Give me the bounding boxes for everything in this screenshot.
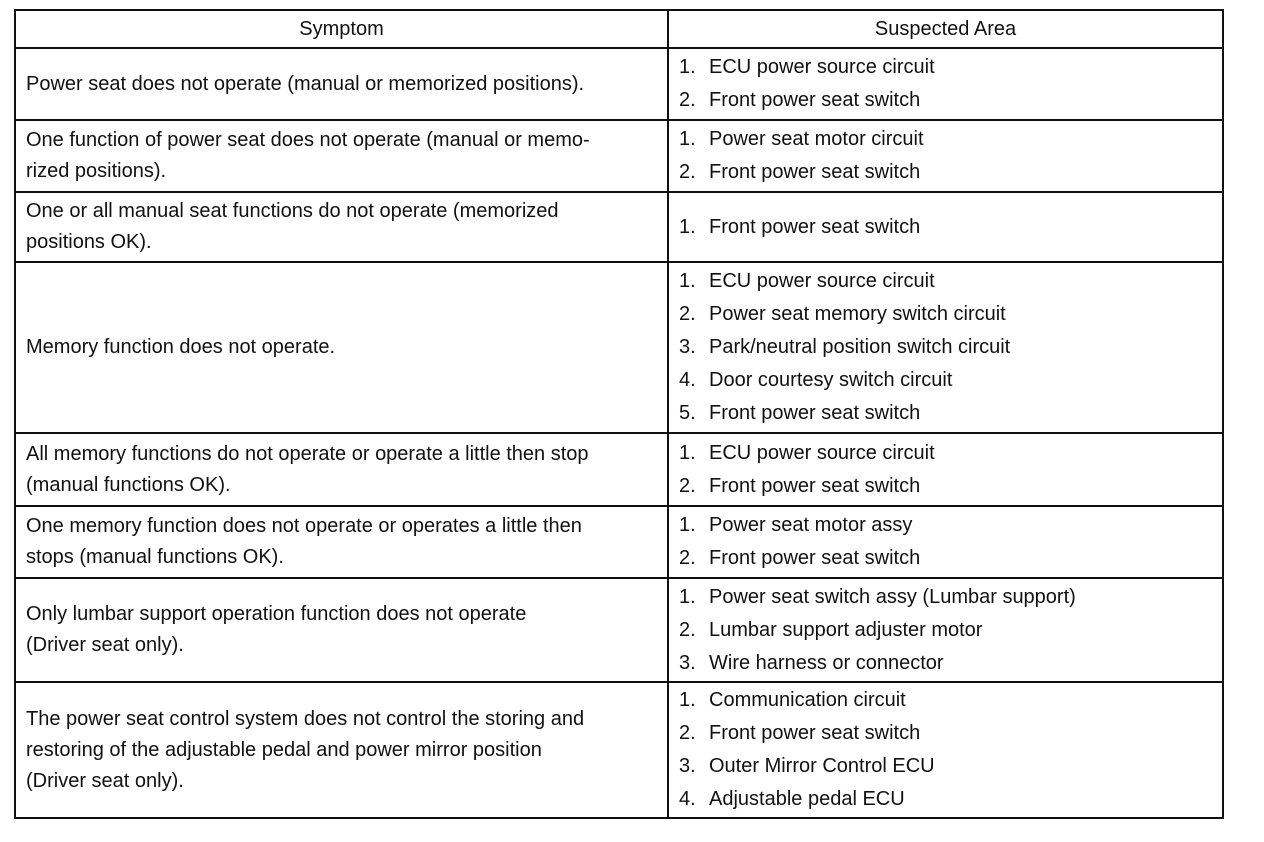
symptom-line: All memory functions do not operate or operate a little then stop	[26, 442, 589, 465]
table-row	[15, 48, 1223, 120]
symptom-text: Memory function does not operate.	[26, 336, 336, 358]
symptom-line: rized positions).	[26, 160, 167, 182]
list-item-text: Front power seat switch	[709, 402, 921, 424]
suspected-area-cell	[668, 578, 1223, 682]
list-item	[679, 331, 1212, 364]
list-item-number: 4.	[679, 788, 696, 810]
list-item-number: 1.	[679, 270, 696, 292]
symptom-cell	[15, 433, 668, 506]
list-item-number: 3.	[679, 755, 696, 777]
list-item-number: 1.	[679, 514, 696, 536]
suspected-area-cell	[668, 506, 1223, 578]
list-item-text: Door courtesy switch circuit	[709, 369, 953, 391]
list-item	[679, 470, 1212, 503]
header-suspected-area: Suspected Area	[668, 10, 1223, 48]
table-body	[15, 48, 1223, 818]
table-row	[15, 578, 1223, 682]
suspected-area-list	[679, 509, 1212, 575]
list-item-text: Wire harness or connector	[709, 651, 944, 674]
suspected-area-list	[679, 51, 1212, 117]
list-item-number: 2.	[679, 161, 696, 183]
suspected-area-list	[679, 684, 1212, 816]
symptom-line: One or all manual seat functions do not operate (memorized	[26, 200, 559, 222]
list-item-number: 4.	[679, 369, 696, 391]
suspected-area-list	[679, 265, 1212, 430]
symptom-cell	[15, 506, 668, 578]
list-item-number: 3.	[679, 336, 696, 358]
list-item-text: Front power seat switch	[709, 215, 921, 238]
list-item	[679, 717, 1212, 750]
list-item	[679, 783, 1212, 816]
list-item	[679, 614, 1212, 647]
list-item	[679, 51, 1212, 84]
symptom-line: (Driver seat only).	[26, 634, 184, 656]
list-item-text: Front power seat switch	[709, 161, 921, 183]
list-item	[679, 211, 1212, 244]
list-item	[679, 123, 1212, 156]
list-item	[679, 647, 1212, 680]
list-item-text: Adjustable pedal ECU	[709, 788, 905, 810]
symptom-line: positions OK).	[26, 231, 152, 253]
list-item-text: Park/neutral position switch circuit	[709, 336, 1011, 358]
list-item	[679, 509, 1212, 542]
list-item-number: 1.	[679, 585, 696, 608]
symptom-cell	[15, 192, 668, 262]
suspected-area-cell	[668, 433, 1223, 506]
symptom-cell	[15, 120, 668, 192]
table-row	[15, 506, 1223, 578]
symptom-cell	[15, 262, 668, 433]
suspected-area-list	[679, 581, 1212, 680]
symptom-line: The power seat control system does not control the storing and	[26, 707, 585, 730]
suspected-area-cell	[668, 48, 1223, 120]
list-item-text: ECU power source circuit	[709, 270, 935, 292]
symptom-cell	[15, 578, 668, 682]
list-item-text: ECU power source circuit	[709, 56, 935, 78]
table-header-row	[15, 10, 1223, 48]
list-item-number: 1.	[679, 441, 696, 464]
table-row	[15, 120, 1223, 192]
list-item-number: 1.	[679, 689, 696, 711]
suspected-area-cell	[668, 120, 1223, 192]
table-row	[15, 262, 1223, 433]
symptom-line: (Driver seat only).	[26, 769, 184, 792]
symptom-line: One memory function does not operate or operates a little then	[26, 515, 582, 537]
list-item-text: Front power seat switch	[709, 547, 921, 569]
suspected-area-cell	[668, 192, 1223, 262]
list-item-text: Power seat memory switch circuit	[709, 303, 1006, 325]
header-symptom: Symptom	[15, 10, 668, 48]
table-row	[15, 433, 1223, 506]
list-item-text: Power seat switch assy (Lumbar support)	[709, 585, 1076, 608]
table-row	[15, 192, 1223, 262]
list-item	[679, 397, 1212, 430]
list-item-text: Front power seat switch	[709, 474, 921, 497]
list-item-number: 2.	[679, 474, 696, 497]
suspected-area-list	[679, 123, 1212, 189]
list-item-text: Front power seat switch	[709, 89, 921, 111]
list-item-number: 2.	[679, 547, 696, 569]
symptom-table	[14, 9, 1224, 819]
list-item-text: Power seat motor circuit	[709, 128, 924, 150]
list-item	[679, 364, 1212, 397]
list-item-number: 2.	[679, 89, 696, 111]
list-item-number: 5.	[679, 402, 696, 424]
list-item-text: ECU power source circuit	[709, 441, 935, 464]
list-item-text: Power seat motor assy	[709, 514, 913, 536]
list-item-text: Communication circuit	[709, 689, 906, 711]
list-item-number: 2.	[679, 303, 696, 325]
list-item	[679, 684, 1212, 717]
list-item	[679, 265, 1212, 298]
symptom-line: restoring of the adjustable pedal and power mirror position	[26, 738, 542, 761]
suspected-area-cell	[668, 682, 1223, 818]
list-item-text: Outer Mirror Control ECU	[709, 755, 935, 777]
table-row	[15, 682, 1223, 818]
symptom-line: stops (manual functions OK).	[26, 546, 284, 568]
symptom-line: (manual functions OK).	[26, 473, 231, 496]
list-item	[679, 581, 1212, 614]
list-item-text: Lumbar support adjuster motor	[709, 618, 983, 641]
list-item	[679, 156, 1212, 189]
list-item-number: 2.	[679, 722, 696, 744]
list-item	[679, 437, 1212, 470]
list-item-text: Front power seat switch	[709, 722, 921, 744]
list-item-number: 1.	[679, 56, 696, 78]
symptom-cell	[15, 682, 668, 818]
list-item-number: 2.	[679, 618, 696, 641]
list-item	[679, 84, 1212, 117]
list-item-number: 1.	[679, 215, 696, 238]
list-item	[679, 542, 1212, 575]
symptom-line: One function of power seat does not operate (manual or memo-	[26, 129, 590, 151]
symptom-line: Only lumbar support operation function does not operate	[26, 603, 527, 625]
list-item-number: 1.	[679, 128, 696, 150]
symptom-text: Power seat does not operate (manual or memorized positions).	[26, 72, 585, 95]
suspected-area-cell	[668, 262, 1223, 433]
list-item	[679, 750, 1212, 783]
list-item	[679, 298, 1212, 331]
list-item-number: 3.	[679, 651, 696, 674]
symptom-cell	[15, 48, 668, 120]
suspected-area-list	[679, 437, 1212, 503]
suspected-area-list	[679, 211, 1212, 244]
